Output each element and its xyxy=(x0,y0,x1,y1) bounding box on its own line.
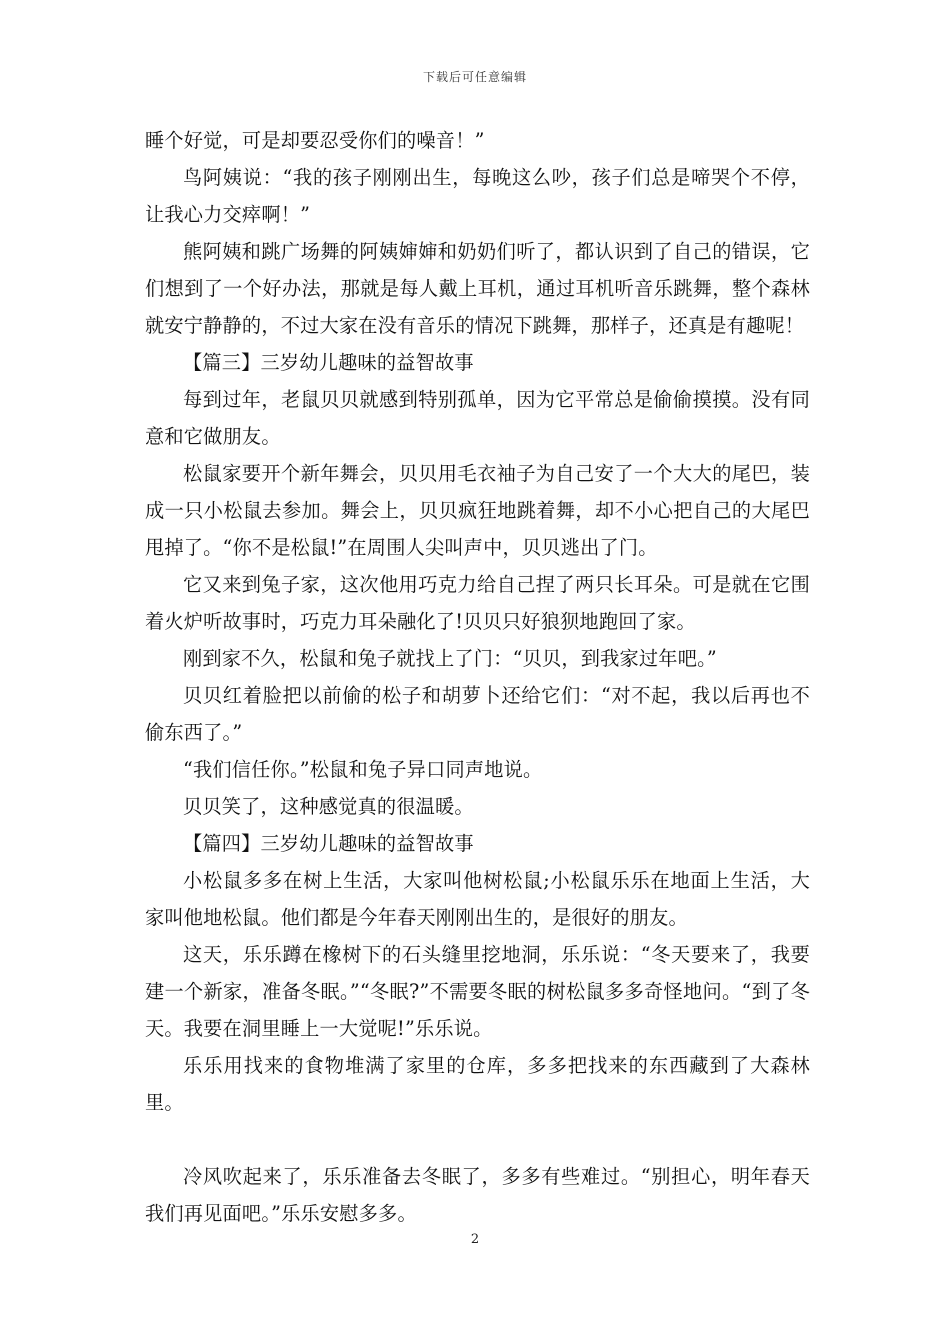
paragraph: 这天，乐乐蹲在橡树下的石头缝里挖地洞，乐乐说：“冬天要来了，我要建一个新家，准备冬眠。”“冬眠?”不需要冬眠的树松鼠多多奇怪地问。“到了冬天。我要在洞里睡上一大觉呢!”乐乐说。 xyxy=(145,943,810,1040)
paragraph: 松鼠家要开个新年舞会，贝贝用毛衣袖子为自己安了一个大大的尾巴，装成一只小松鼠去参加。舞会上，贝贝疯狂地跳着舞，却不小心把自己的大尾巴甩掉了。“你不是松鼠!”在周围人尖叫声中，贝贝逃出了门。 xyxy=(145,462,810,559)
paragraph: 小松鼠多多在树上生活，大家叫他树松鼠;小松鼠乐乐在地面上生活，大家叫他地松鼠。他们都是今年春天刚刚出生的，是很好的朋友。 xyxy=(145,869,810,929)
blank-line xyxy=(145,1121,810,1158)
section-heading-3: 【篇三】三岁幼儿趣味的益智故事 xyxy=(183,351,474,374)
section-heading-4: 【篇四】三岁幼儿趣味的益智故事 xyxy=(183,832,474,855)
document-body xyxy=(145,122,810,1232)
paragraph: 贝贝笑了，这种感觉真的很温暖。 xyxy=(183,795,474,818)
paragraph: 乐乐用找来的食物堆满了家里的仓库，多多把找来的东西藏到了大森林里。 xyxy=(145,1054,810,1114)
paragraph: 熊阿姨和跳广场舞的阿姨婶婶和奶奶们听了，都认识到了自己的错误，它们想到了一个好办法，那就是每人戴上耳机，通过耳机听音乐跳舞，整个森林就安宁静静的，不过大家在没有音乐的情况下跳舞，那样子，还真是有趣呢！ xyxy=(145,240,810,337)
paragraph-continuation: 睡个好觉，可是却要忍受你们的噪音！” xyxy=(145,129,485,152)
paragraph: 鸟阿姨说：“我的孩子刚刚出生，每晚这么吵，孩子们总是啼哭个不停，让我心力交瘁啊！” xyxy=(145,166,810,226)
page-header: 下载后可任意编辑 xyxy=(422,70,527,84)
paragraph: 贝贝红着脸把以前偷的松子和胡萝卜还给它们：“对不起，我以后再也不偷东西了。” xyxy=(145,684,810,744)
paragraph: “我们信任你。”松鼠和兔子异口同声地说。 xyxy=(183,758,543,781)
paragraph: 每到过年，老鼠贝贝就感到特别孤单，因为它平常总是偷偷摸摸。没有同意和它做朋友。 xyxy=(145,388,810,448)
paragraph: 刚到家不久，松鼠和兔子就找上了门：“贝贝，到我家过年吧。” xyxy=(183,647,717,670)
paragraph: 它又来到兔子家，这次他用巧克力给自己捏了两只长耳朵。可是就在它围着火炉听故事时，巧克力耳朵融化了!贝贝只好狼狈地跑回了家。 xyxy=(145,573,810,633)
page-number: 2 xyxy=(470,1232,480,1247)
paragraph: 冷风吹起来了，乐乐准备去冬眠了，多多有些难过。“别担心，明年春天我们再见面吧。”乐乐安慰多多。 xyxy=(145,1165,810,1225)
